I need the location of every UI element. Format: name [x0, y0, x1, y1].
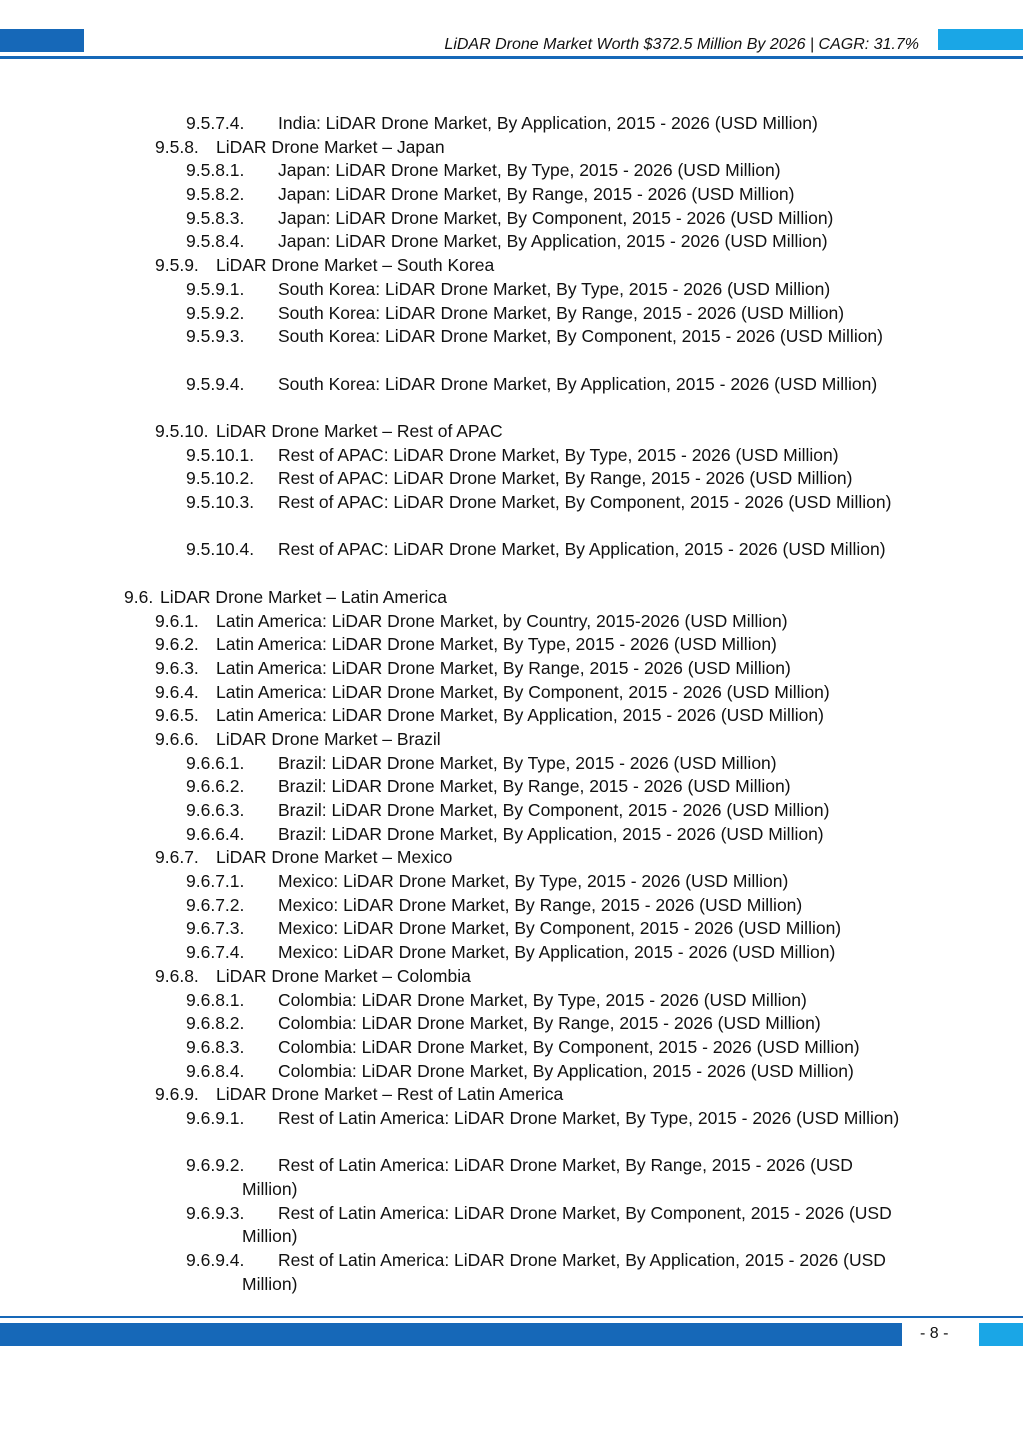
toc-entry-number: 9.6.8.4.	[186, 1060, 245, 1081]
toc-entry-title: Colombia: LiDAR Drone Market, By Application, 2015 - 2026 (USD Million)	[278, 1060, 854, 1081]
toc-entry-title: Brazil: LiDAR Drone Market, By Range, 2015 - 2026 (USD Million)	[278, 776, 791, 797]
toc-entry-title: South Korea: LiDAR Drone Market, By Application, 2015 - 2026 (USD Million)	[278, 373, 878, 394]
toc-entry-number: 9.6.2.	[155, 634, 199, 655]
toc-entry-title: Rest of APAC: LiDAR Drone Market, By Application, 2015 - 2026 (USD Million)	[278, 539, 886, 560]
toc-entry[interactable]	[0, 444, 1023, 468]
toc-entry-title: Japan: LiDAR Drone Market, By Application, 2015 - 2026 (USD Million)	[278, 231, 828, 252]
toc-entry[interactable]	[0, 136, 1023, 160]
toc-entry[interactable]	[0, 1012, 1023, 1036]
toc-entry-title: India: LiDAR Drone Market, By Application, 2015 - 2026 (USD Million)	[278, 113, 818, 133]
header-rule	[0, 56, 1023, 59]
toc-entry-number: 9.5.10.	[155, 420, 209, 441]
toc-entry-title: Latin America: LiDAR Drone Market, By Range, 2015 - 2026 (USD Million)	[216, 657, 791, 678]
footer-bar-right	[979, 1323, 1023, 1346]
toc-entry-number: 9.5.9.1.	[186, 278, 245, 299]
page-number: - 8 -	[920, 1325, 949, 1342]
footer-bar	[0, 1323, 902, 1346]
toc-entry[interactable]	[0, 278, 1023, 302]
toc-entry[interactable]	[0, 302, 1023, 326]
toc-entry-number: 9.5.10.2.	[186, 468, 255, 489]
toc-entry[interactable]	[0, 586, 1023, 610]
toc-entry-title: Rest of Latin America: LiDAR Drone Market, By Component, 2015 - 2026 (USD Million)	[242, 1202, 892, 1247]
header-bar-right	[938, 29, 1023, 50]
toc-entry-number: 9.6.	[124, 586, 154, 607]
toc-entry-number: 9.6.8.1.	[186, 989, 245, 1010]
toc-entry[interactable]	[0, 752, 1023, 776]
toc-entry-title: Colombia: LiDAR Drone Market, By Component, 2015 - 2026 (USD Million)	[278, 1036, 860, 1057]
toc-entry-number: 9.6.9.	[155, 1084, 199, 1105]
toc-entry-number: 9.6.9.3.	[186, 1202, 245, 1223]
toc-entry-number: 9.6.6.	[155, 728, 199, 749]
toc-entry-number: 9.6.7.4.	[186, 942, 245, 963]
toc-entry[interactable]	[0, 1249, 1023, 1296]
toc-entry[interactable]	[0, 704, 1023, 728]
toc-entry-number: 9.5.10.1.	[186, 444, 255, 465]
toc-entry-title: Rest of Latin America: LiDAR Drone Market, By Type, 2015 - 2026 (USD Million)	[278, 1107, 900, 1128]
toc-entry-title: South Korea: LiDAR Drone Market, By Type, 2015 - 2026 (USD Million)	[278, 278, 831, 299]
toc-entry[interactable]	[0, 989, 1023, 1013]
toc-entry[interactable]	[0, 112, 1023, 136]
toc-entry-title: Japan: LiDAR Drone Market, By Type, 2015 - 2026 (USD Million)	[278, 160, 781, 181]
toc-entry-title: Rest of APAC: LiDAR Drone Market, By Component, 2015 - 2026 (USD Million)	[278, 492, 892, 513]
toc-entry-title: LiDAR Drone Market – Latin America	[160, 586, 447, 607]
toc-entry[interactable]	[0, 799, 1023, 823]
toc-entry-title: South Korea: LiDAR Drone Market, By Range, 2015 - 2026 (USD Million)	[278, 302, 845, 323]
toc-entry[interactable]	[0, 633, 1023, 657]
toc-entry-number: 9.5.8.1.	[186, 160, 245, 181]
toc-entry-title: LiDAR Drone Market – Rest of APAC	[216, 420, 503, 441]
toc-entry[interactable]	[0, 941, 1023, 965]
toc-entry[interactable]	[0, 230, 1023, 254]
toc-entry-number: 9.6.7.3.	[186, 918, 245, 939]
toc-entry[interactable]	[0, 491, 1023, 538]
toc-entry-number: 9.5.8.2.	[186, 184, 245, 205]
toc-entry-title: Latin America: LiDAR Drone Market, By Component, 2015 - 2026 (USD Million)	[216, 681, 830, 702]
toc-entry[interactable]	[0, 846, 1023, 870]
toc-entry-number: 9.5.10.4.	[186, 539, 255, 560]
toc-entry[interactable]	[0, 1036, 1023, 1060]
toc-entry-number: 9.5.7.4.	[186, 113, 245, 133]
toc-entry-title: Colombia: LiDAR Drone Market, By Range, 2015 - 2026 (USD Million)	[278, 1013, 821, 1034]
toc-entry[interactable]	[0, 917, 1023, 941]
toc-entry-title: Latin America: LiDAR Drone Market, By Type, 2015 - 2026 (USD Million)	[216, 634, 777, 655]
toc-entry-title: Rest of Latin America: LiDAR Drone Market, By Range, 2015 - 2026 (USD Million)	[242, 1155, 853, 1200]
toc-entry-number: 9.6.7.2.	[186, 894, 245, 915]
toc-entry[interactable]	[0, 1083, 1023, 1107]
toc-entry-number: 9.6.9.4.	[186, 1250, 245, 1271]
toc-entry[interactable]	[0, 1202, 1023, 1249]
toc-entry[interactable]	[0, 1107, 1023, 1154]
toc-entry-number: 9.5.9.	[155, 255, 199, 276]
toc-entry-number: 9.6.1.	[155, 610, 199, 631]
toc-entry-number: 9.5.10.3.	[186, 492, 255, 513]
toc-entry[interactable]	[0, 1060, 1023, 1084]
toc-entry-number: 9.6.3.	[155, 657, 199, 678]
toc-entry[interactable]	[0, 373, 1023, 420]
toc-entry[interactable]	[0, 657, 1023, 681]
toc-entry-title: LiDAR Drone Market – Rest of Latin America	[216, 1084, 564, 1105]
toc-entry-title: LiDAR Drone Market – Colombia	[216, 965, 471, 986]
toc-entry-title: Colombia: LiDAR Drone Market, By Type, 2015 - 2026 (USD Million)	[278, 989, 807, 1010]
toc-entry[interactable]	[0, 681, 1023, 705]
toc-entry[interactable]	[0, 254, 1023, 278]
toc-entry[interactable]	[0, 420, 1023, 444]
toc-entry[interactable]	[0, 183, 1023, 207]
toc-entry-number: 9.6.9.1.	[186, 1107, 245, 1128]
toc-entry-number: 9.5.8.4.	[186, 231, 245, 252]
toc-entry-title: Brazil: LiDAR Drone Market, By Component, 2015 - 2026 (USD Million)	[278, 800, 830, 820]
header-bar-left	[0, 29, 84, 52]
toc-entry-title: Rest of APAC: LiDAR Drone Market, By Type, 2015 - 2026 (USD Million)	[278, 444, 839, 465]
table-of-contents	[0, 112, 1023, 1297]
footer-rule	[0, 1316, 1023, 1318]
toc-entry-number: 9.6.6.3.	[186, 800, 245, 820]
toc-entry-number: 9.6.7.	[155, 847, 199, 868]
toc-entry-title: Brazil: LiDAR Drone Market, By Type, 2015 - 2026 (USD Million)	[278, 752, 777, 773]
toc-entry-number: 9.6.6.4.	[186, 823, 245, 844]
toc-entry-number: 9.5.8.	[155, 136, 199, 157]
toc-entry-title: Mexico: LiDAR Drone Market, By Component, 2015 - 2026 (USD Million)	[278, 918, 842, 939]
toc-entry[interactable]	[0, 538, 1023, 585]
toc-entry[interactable]	[0, 728, 1023, 752]
page-header-title: LiDAR Drone Market Worth $372.5 Million By 2026 | CAGR: 31.7%	[444, 36, 919, 53]
toc-entry-title: Mexico: LiDAR Drone Market, By Application, 2015 - 2026 (USD Million)	[278, 942, 836, 963]
toc-entry-number: 9.5.9.3.	[186, 326, 245, 347]
toc-entry-number: 9.6.7.1.	[186, 871, 245, 892]
toc-entry[interactable]	[0, 610, 1023, 634]
toc-entry-title: Latin America: LiDAR Drone Market, By Application, 2015 - 2026 (USD Million)	[216, 705, 824, 726]
toc-entry-number: 9.6.8.2.	[186, 1013, 245, 1034]
toc-entry-number: 9.5.9.4.	[186, 373, 245, 394]
toc-entry-number: 9.6.9.2.	[186, 1155, 245, 1176]
toc-entry[interactable]	[0, 894, 1023, 918]
toc-entry-title: Rest of APAC: LiDAR Drone Market, By Range, 2015 - 2026 (USD Million)	[278, 468, 853, 489]
toc-entry-number: 9.6.8.3.	[186, 1036, 245, 1057]
toc-entry-title: Japan: LiDAR Drone Market, By Component, 2015 - 2026 (USD Million)	[278, 207, 834, 228]
toc-entry-number: 9.5.9.2.	[186, 302, 245, 323]
toc-entry-title: Brazil: LiDAR Drone Market, By Application, 2015 - 2026 (USD Million)	[278, 823, 824, 844]
toc-entry-title: Mexico: LiDAR Drone Market, By Type, 2015 - 2026 (USD Million)	[278, 871, 789, 892]
toc-entry[interactable]	[0, 325, 1023, 372]
toc-entry-number: 9.6.5.	[155, 705, 199, 726]
toc-entry-title: LiDAR Drone Market – Mexico	[216, 847, 453, 868]
toc-entry[interactable]	[0, 159, 1023, 183]
toc-entry-title: Latin America: LiDAR Drone Market, by Country, 2015-2026 (USD Million)	[216, 610, 788, 631]
toc-entry-number: 9.5.8.3.	[186, 207, 245, 228]
toc-entry-title: Mexico: LiDAR Drone Market, By Range, 2015 - 2026 (USD Million)	[278, 894, 803, 915]
toc-entry[interactable]	[0, 467, 1023, 491]
toc-entry-title: South Korea: LiDAR Drone Market, By Component, 2015 - 2026 (USD Million)	[278, 326, 883, 347]
toc-entry-title: LiDAR Drone Market – South Korea	[216, 255, 495, 276]
toc-entry[interactable]	[0, 870, 1023, 894]
toc-entry-number: 9.6.8.	[155, 965, 199, 986]
toc-entry-title: LiDAR Drone Market – Japan	[216, 136, 445, 157]
toc-entry[interactable]	[0, 207, 1023, 231]
toc-entry[interactable]	[0, 965, 1023, 989]
toc-entry[interactable]	[0, 775, 1023, 799]
toc-entry-title: Rest of Latin America: LiDAR Drone Market, By Application, 2015 - 2026 (USD Million)	[242, 1250, 886, 1294]
toc-entry-number: 9.6.6.2.	[186, 776, 245, 797]
toc-entry-number: 9.6.6.1.	[186, 752, 245, 773]
toc-entry-title: LiDAR Drone Market – Brazil	[216, 728, 441, 749]
toc-entry-number: 9.6.4.	[155, 681, 199, 702]
toc-entry-title: Japan: LiDAR Drone Market, By Range, 2015 - 2026 (USD Million)	[278, 184, 795, 205]
toc-entry[interactable]	[0, 1154, 1023, 1201]
toc-entry[interactable]	[0, 823, 1023, 847]
